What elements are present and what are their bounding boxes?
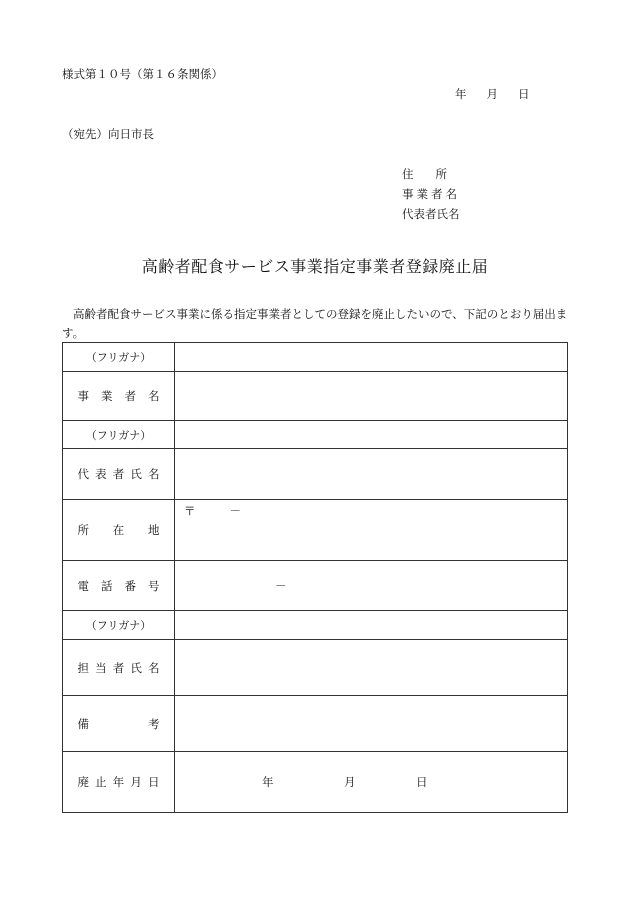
remarks-field[interactable] xyxy=(175,696,568,752)
phone-label: 電話番号 xyxy=(63,561,175,611)
postal-code xyxy=(184,503,241,519)
form-number: 様式第１０号（第１６条関係） xyxy=(62,67,223,81)
phone-dash: － xyxy=(275,578,287,593)
furigana-label-representative: （フリガナ） xyxy=(63,421,175,449)
abolish-date-label: 廃止年月日 xyxy=(63,752,175,813)
document-title: 高齢者配食サービス事業指定事業者登録廃止届 xyxy=(141,257,489,276)
applicant-representative-label: 代表者氏名 xyxy=(402,207,460,221)
date-day-label: 日 xyxy=(518,87,530,101)
location-field[interactable] xyxy=(175,500,568,561)
abolish-day-label: 日 xyxy=(416,775,428,789)
business-name-field[interactable] xyxy=(175,372,568,421)
furigana-contact-field[interactable] xyxy=(175,611,568,640)
furigana-business-field[interactable] xyxy=(175,343,568,372)
postal-dash: － xyxy=(229,504,241,518)
abolish-month-label: 月 xyxy=(344,775,356,789)
contact-name-label: 担当者氏名 xyxy=(63,640,175,696)
phone-field[interactable] xyxy=(175,561,568,611)
abolish-year-label: 年 xyxy=(262,775,274,789)
body-text: 高齢者配食サービス事業に係る指定事業者としての登録を廃止したいので、下記のとおり届出ます。 xyxy=(62,307,568,340)
addressee: （宛先）向日市長 xyxy=(62,127,154,141)
furigana-label-contact: （フリガナ） xyxy=(63,611,175,640)
abolish-date-field[interactable] xyxy=(175,752,568,813)
postal-mark: 〒 xyxy=(184,504,196,518)
date-year-label: 年 xyxy=(455,87,467,101)
contact-name-field[interactable] xyxy=(175,640,568,696)
applicant-business-name-label: 事業者名 xyxy=(402,187,460,201)
representative-name-field[interactable] xyxy=(175,449,568,500)
furigana-representative-field[interactable] xyxy=(175,421,568,449)
submission-date xyxy=(455,86,530,102)
registration-table xyxy=(62,342,568,813)
date-month-label: 月 xyxy=(486,87,498,101)
business-name-label: 事業者名 xyxy=(63,372,175,421)
representative-name-label: 代表者氏名 xyxy=(63,449,175,500)
applicant-address-label: 住所 xyxy=(402,167,469,181)
remarks-label: 備考 xyxy=(63,696,175,752)
furigana-label-business: （フリガナ） xyxy=(63,343,175,372)
location-label: 所在地 xyxy=(63,500,175,561)
